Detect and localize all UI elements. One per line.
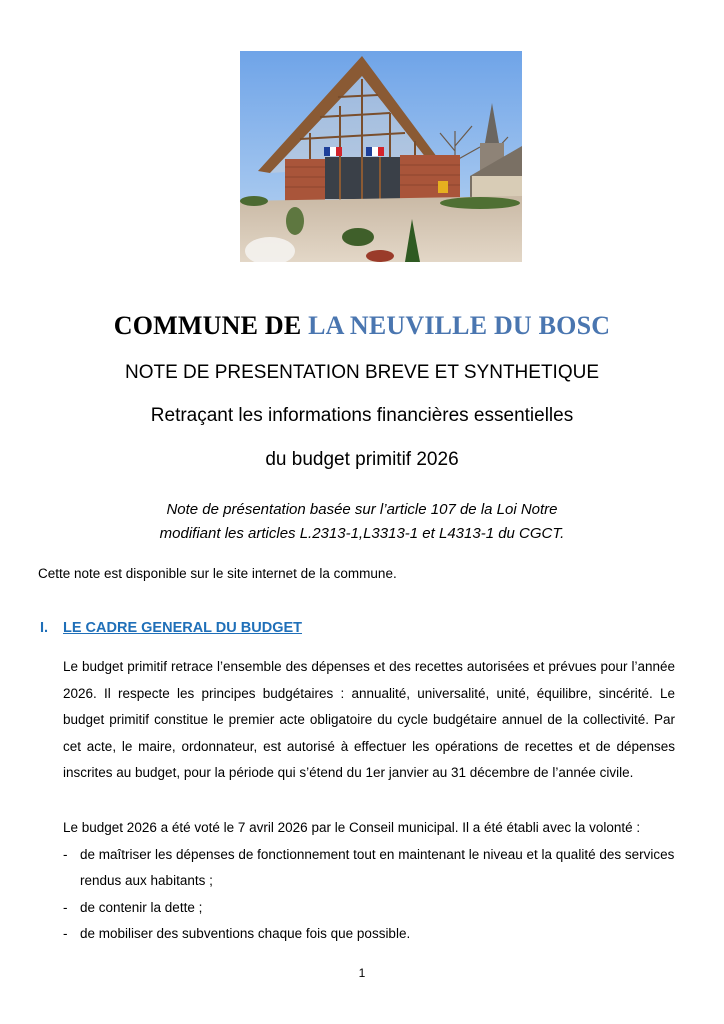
page-number: 1 xyxy=(358,966,366,980)
list-item xyxy=(63,895,677,921)
bullet-text: de maîtriser les dépenses de fonctionnement tout en maintenant le niveau et la qualité des services rendus aux habitants ; xyxy=(80,847,675,888)
bullet-text: de mobiliser des subventions chaque fois que possible. xyxy=(80,926,411,941)
paragraph-budget-vote: Le budget 2026 a été voté le 7 avril 2026 par le Conseil municipal. Il a été établi avec la volonté : xyxy=(63,820,641,835)
section-number: I. xyxy=(40,620,49,636)
title-commune-name: LA NEUVILLE DU BOSC xyxy=(308,311,611,340)
title-prefix: COMMUNE DE xyxy=(113,311,302,340)
town-hall-photo xyxy=(240,51,522,262)
bullet-text: de contenir la dette ; xyxy=(80,900,203,915)
bullet-marker: - xyxy=(63,926,68,941)
bullet-marker: - xyxy=(63,900,68,915)
legal-note-line-1: Note de présentation basée sur l’article 107 de la Loi Notre xyxy=(166,501,558,518)
list-item xyxy=(63,921,677,947)
page-title xyxy=(0,311,724,341)
section-heading xyxy=(40,620,302,636)
intro-text: Cette note est disponible sur le site internet de la commune. xyxy=(38,566,397,581)
list-item xyxy=(63,842,677,894)
subtitle-note: NOTE DE PRESENTATION BREVE ET SYNTHETIQUE xyxy=(124,362,600,383)
bullet-marker: - xyxy=(63,847,68,862)
subtitle-financial: Retraçant les informations financières essentielles xyxy=(150,405,574,426)
legal-note-line-2: modifiant les articles L.2313-1,L3313-1 et L4313-1 du CGCT. xyxy=(159,525,565,542)
paragraph-budget-definition: Le budget primitif retrace l’ensemble des dépenses et des recettes autorisées et prévues pour l’année 2026. Il respecte les principes budgétaires : annualité, universalité, unité, équilibre, sincérité. Le budget primitif constitue le premier acte obligatoire du cycle budgétaire annuel de la collectivité. Par cet acte, le maire, ordonnateur, est autorisé à effectuer les opérations de recettes et de dépenses inscrites au budget, pour la période qui s’étend du 1er janvier au 31 décembre de l’année civile. xyxy=(63,659,675,780)
section-title: LE CADRE GENERAL DU BUDGET xyxy=(63,620,302,636)
subtitle-budget: du budget primitif 2026 xyxy=(265,449,459,470)
